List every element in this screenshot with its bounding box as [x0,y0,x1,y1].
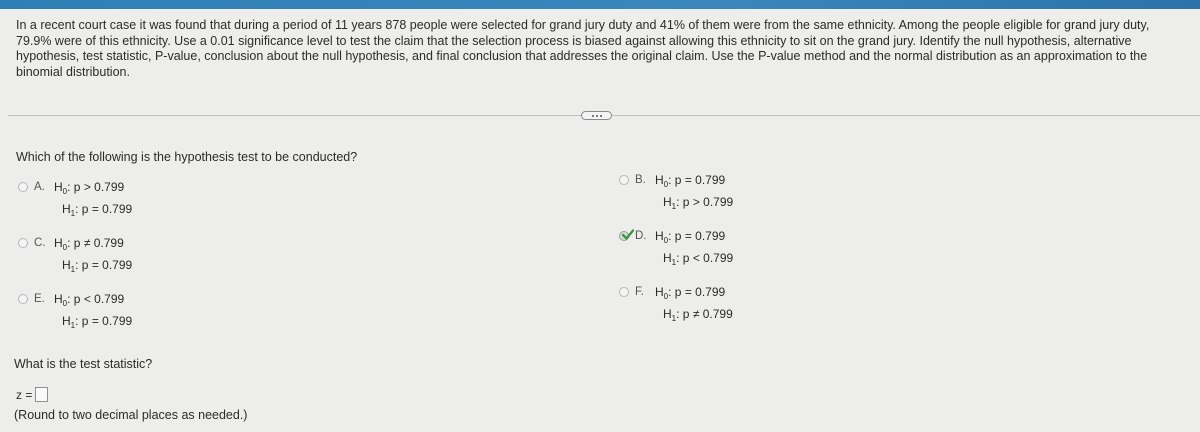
check-icon [622,229,634,241]
h0-label: $H_0$: p < 0.799 [54,292,125,308]
choice-letter: D. [635,230,647,242]
rounding-hint: (Round to two decimal places as needed.) [14,408,248,422]
h1-label: $H_1$: p < 0.799 [663,251,734,267]
z-answer-input[interactable] [35,387,48,402]
h0-label: $H_0$: p > 0.799 [54,180,125,196]
h1-label: $H_1$: p > 0.799 [663,195,734,211]
h0-label: $H_0$: p = 0.799 [655,229,726,245]
radio-e[interactable] [18,294,28,304]
choice-c[interactable] [18,235,132,273]
top-bar [0,0,1200,9]
problem-statement: In a recent court case it was found that during a period of 11 years 878 people were selected for grand jury duty and 41% of them were from the same ethnicity. Among the people eligible for grand jury duty, 79.9% were of this ethnicity. Use a 0.01 significance level to test the claim that the selection process is biased against allowing this ethnicity to sit on the grand jury. Identify the null hypothesis, alternative hypothesis, test statistic, P-value, conclusion about the null hypothesis, and final conclusion that addresses the original claim. Use the P-value method and the normal distribution as an approximation to the binomial distribution. [16,18,1150,79]
choice-letter: B. [635,174,646,186]
answer-label: z = [16,387,33,402]
ellipsis-icon[interactable] [581,111,612,120]
choice-letter: E. [34,293,45,305]
choice-a[interactable] [18,179,132,217]
h1-label: $H_1$: p = 0.799 [62,314,133,330]
question-test-statistic: What is the test statistic? [14,357,153,371]
choice-e[interactable] [18,291,132,329]
radio-b[interactable] [619,175,629,185]
h1-label: $H_1$: p = 0.799 [62,258,133,274]
question-hypothesis: Which of the following is the hypothesis test to be conducted? [16,150,358,164]
answer-row [16,387,48,402]
h0-label: $H_0$: p ≠ 0.799 [54,236,124,252]
choice-d[interactable] [619,228,733,266]
choice-letter: C. [34,237,46,249]
choice-f[interactable] [619,284,733,322]
radio-a[interactable] [18,182,28,192]
radio-c[interactable] [18,238,28,248]
choice-letter: F. [635,286,644,298]
h1-label: $H_1$: p ≠ 0.799 [663,307,733,323]
h0-label: $H_0$: p = 0.799 [655,285,726,301]
h0-label: $H_0$: p = 0.799 [655,173,726,189]
choice-letter: A. [34,181,45,193]
h1-label: $H_1$: p = 0.799 [62,202,133,218]
radio-d[interactable] [619,231,629,241]
radio-f[interactable] [619,287,629,297]
choice-b[interactable] [619,172,733,210]
